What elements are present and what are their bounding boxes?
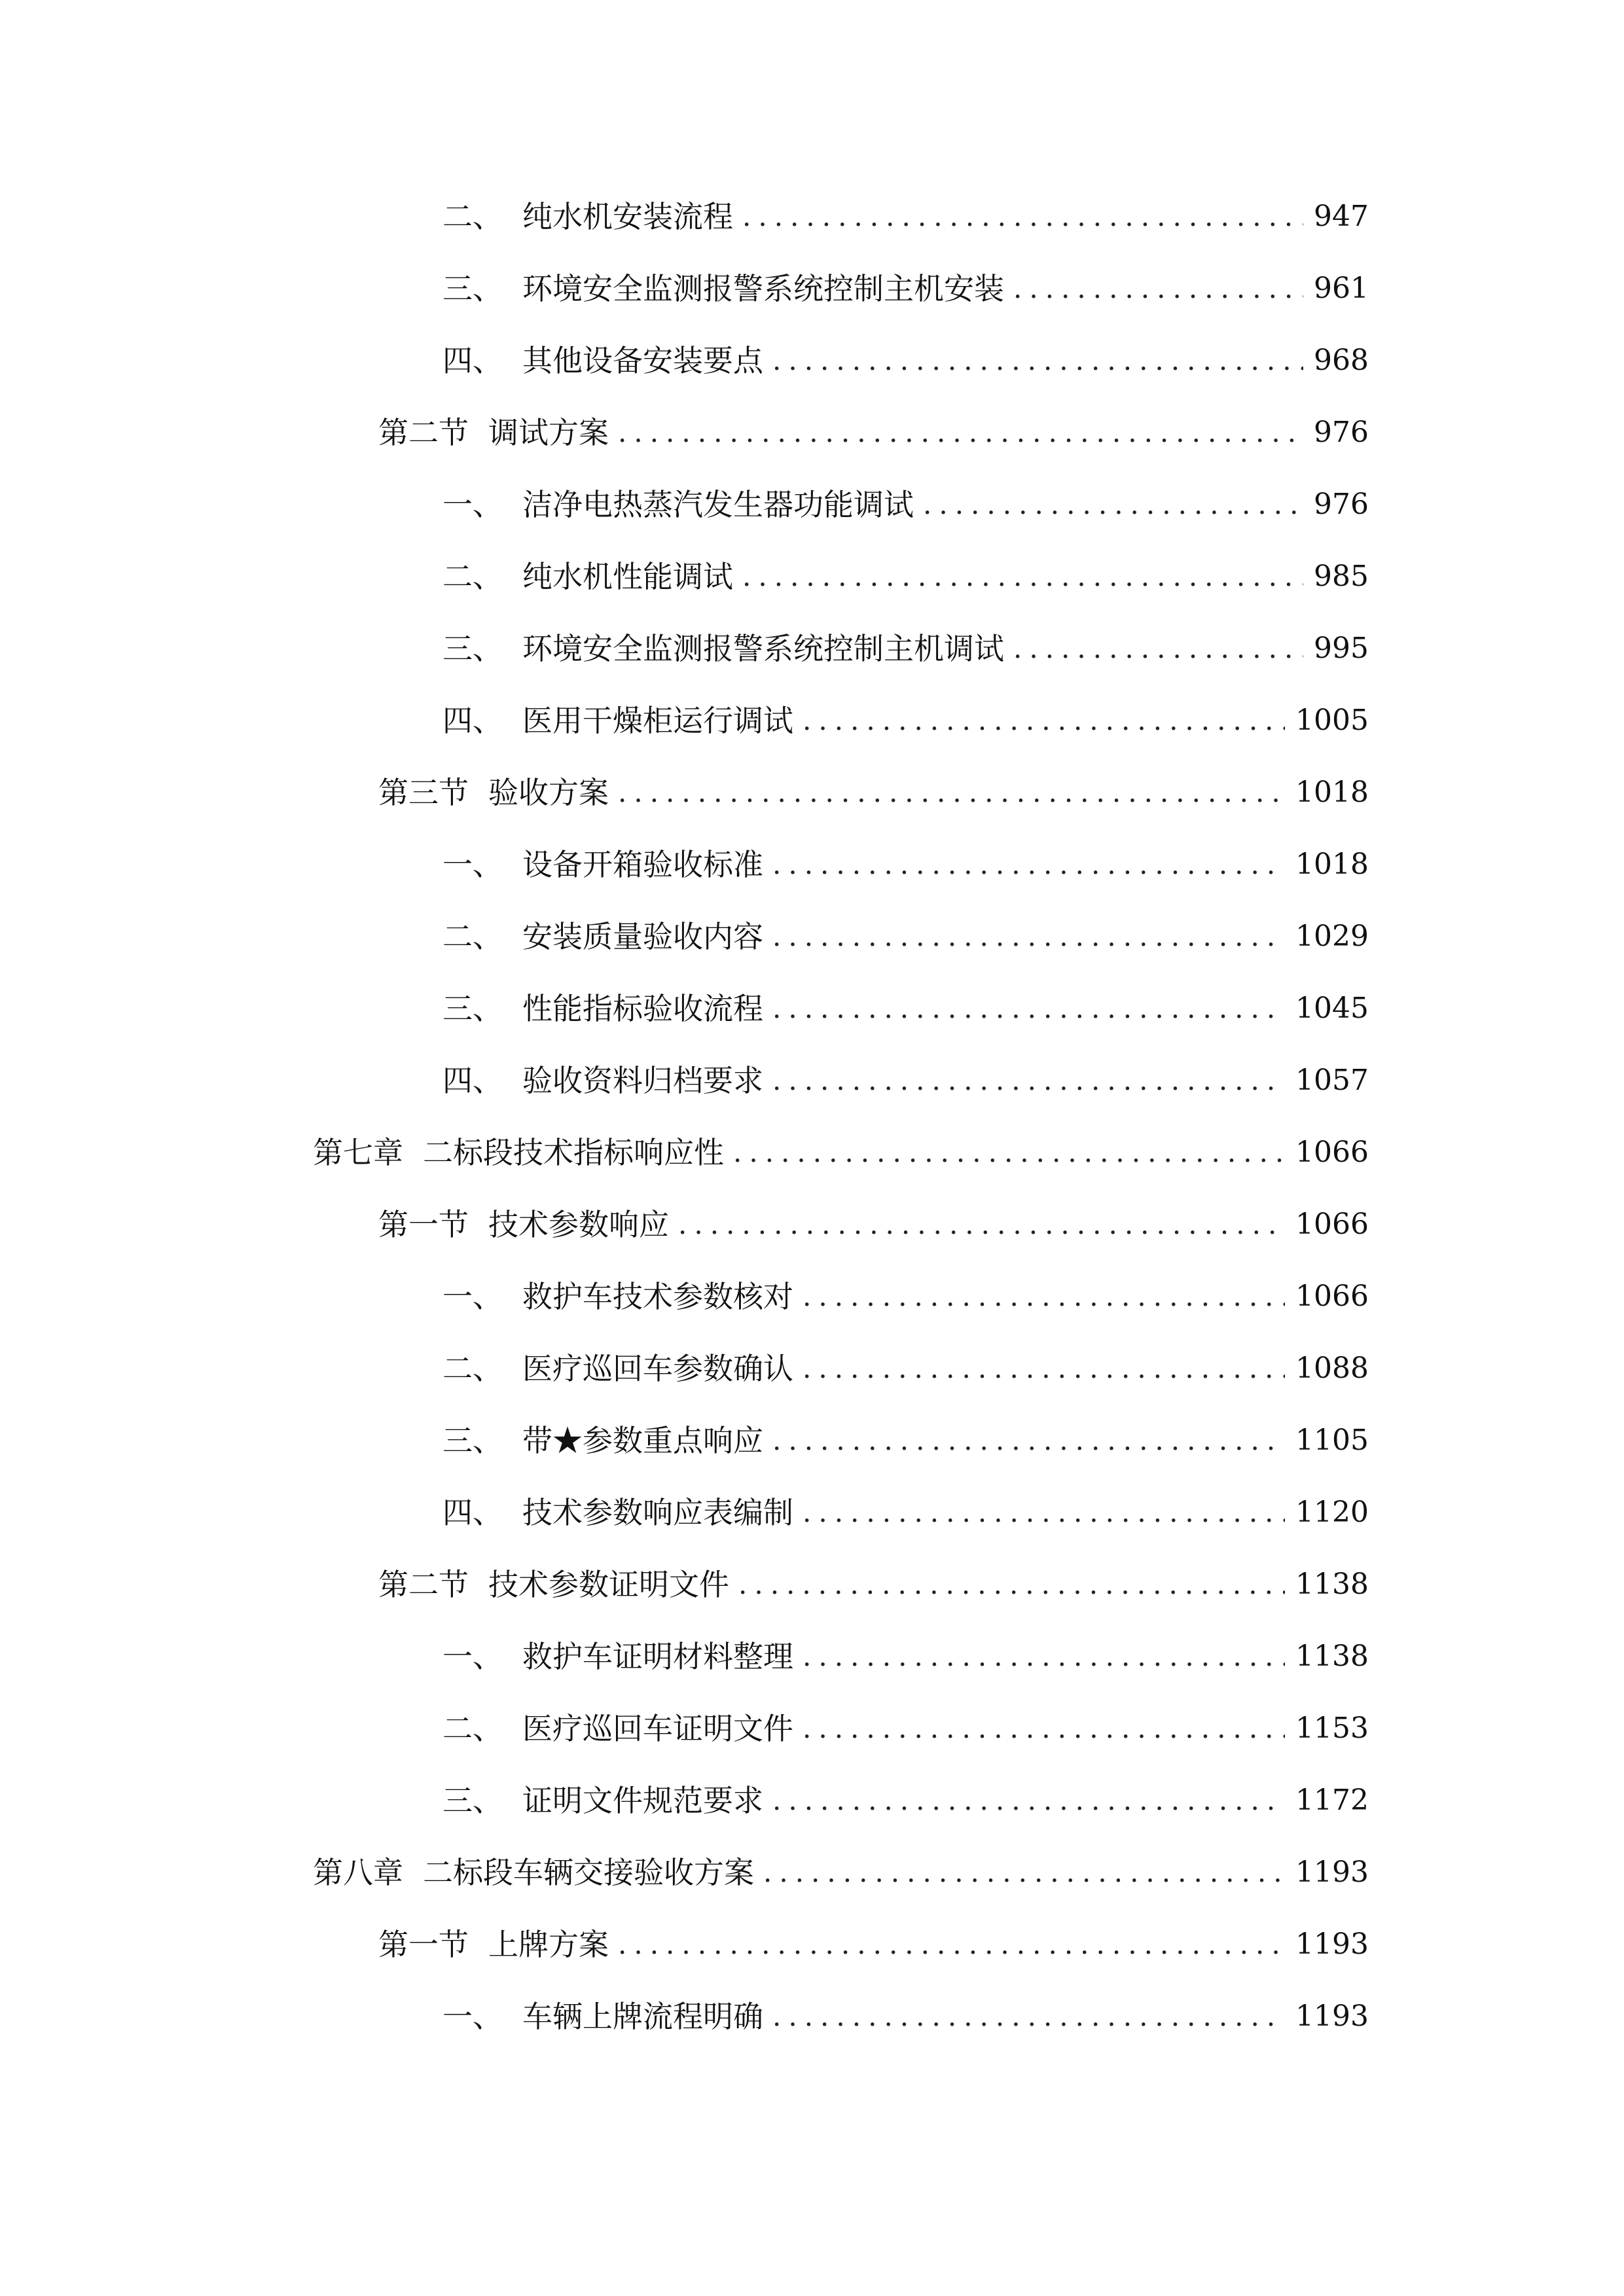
toc-entry-title: 验收资料归档要求 — [522, 1063, 763, 1098]
toc-dot-leader — [1013, 635, 1303, 662]
toc-page-number: 1193 — [1295, 1856, 1369, 1889]
toc-page-number: 1018 — [1295, 848, 1369, 881]
toc-page-number: 1057 — [1295, 1064, 1369, 1097]
toc-dot-leader — [803, 1643, 1285, 1670]
toc-dot-leader — [618, 779, 1285, 806]
toc-entry-number: 一、 — [442, 487, 503, 522]
toc-entry-ambulance-params[interactable] — [442, 1270, 1369, 1323]
toc-entry-number: 四、 — [442, 343, 503, 378]
toc-entry-title: 带★参数重点响应 — [522, 1423, 763, 1458]
toc-entry-number: 二、 — [442, 1711, 503, 1746]
toc-entry-title: 技术参数响应表编制 — [522, 1495, 793, 1530]
toc-entry-tech-param-response[interactable] — [378, 1198, 1369, 1251]
toc-page-number: 1029 — [1295, 920, 1369, 953]
toc-page-number: 1066 — [1295, 1208, 1369, 1241]
toc-page-number: 947 — [1314, 200, 1369, 233]
toc-entry-title: 调试方案 — [488, 415, 609, 450]
toc-entry-steam-generator-debug[interactable] — [442, 478, 1369, 531]
toc-entry-title: 性能指标验收流程 — [522, 991, 763, 1026]
toc-dot-leader — [923, 491, 1303, 518]
toc-entry-pure-water-install[interactable] — [442, 190, 1369, 243]
toc-entry-title: 上牌方案 — [488, 1927, 609, 1962]
toc-dot-leader — [803, 707, 1285, 734]
toc-page-number: 1066 — [1295, 1136, 1369, 1169]
toc-entry-archive-requirements[interactable] — [442, 1054, 1369, 1107]
toc-entry-unboxing-standard[interactable] — [442, 838, 1369, 891]
toc-dot-leader — [772, 851, 1285, 878]
toc-dot-leader — [742, 563, 1303, 590]
toc-entry-debug-plan[interactable] — [378, 406, 1369, 459]
toc-entry-acceptance-plan[interactable] — [378, 766, 1369, 819]
toc-dot-leader — [803, 1355, 1285, 1382]
toc-page-number: 976 — [1314, 416, 1369, 449]
toc-entry-response-table[interactable] — [442, 1486, 1369, 1539]
toc-entry-mobile-clinic-proof[interactable] — [442, 1702, 1369, 1755]
toc-entry-number: 二、 — [442, 919, 503, 954]
toc-page-number: 1138 — [1295, 1640, 1369, 1673]
toc-entry-number: 二、 — [442, 1351, 503, 1386]
toc-dot-leader — [772, 1067, 1285, 1094]
toc-entry-title: 环境安全监测报警系统控制主机安装 — [522, 271, 1004, 306]
toc-entry-title: 车辆上牌流程明确 — [522, 1999, 763, 2034]
toc-dot-leader — [1013, 275, 1303, 302]
toc-entry-title: 医用干燥柜运行调试 — [522, 703, 793, 738]
toc-dot-leader — [763, 1859, 1285, 1886]
toc-entry-number: 第三节 — [378, 775, 469, 810]
toc-entry-number: 二、 — [442, 559, 503, 594]
toc-entry-number: 三、 — [442, 631, 503, 666]
toc-entry-registration-plan[interactable] — [378, 1918, 1369, 1971]
toc-page-number: 1193 — [1295, 1928, 1369, 1961]
toc-dot-leader — [678, 1211, 1285, 1238]
toc-dot-leader — [803, 1715, 1285, 1742]
toc-entry-number: 三、 — [442, 1423, 503, 1458]
toc-dot-leader — [803, 1283, 1285, 1310]
toc-dot-leader — [772, 995, 1285, 1022]
toc-page-number: 1018 — [1295, 776, 1369, 809]
toc-entry-registration-process[interactable] — [442, 1990, 1369, 2043]
toc-dot-leader — [618, 1931, 1285, 1958]
toc-entry-title: 救护车证明材料整理 — [522, 1639, 793, 1674]
toc-entry-number: 第二节 — [378, 415, 469, 450]
toc-dot-leader — [772, 923, 1285, 950]
toc-dot-leader — [772, 2003, 1285, 2030]
toc-entry-number: 第二节 — [378, 1567, 469, 1602]
toc-dot-leader — [772, 1427, 1285, 1454]
toc-entry-title: 洁净电热蒸汽发生器功能调试 — [522, 487, 914, 522]
toc-page-number: 1153 — [1295, 1712, 1369, 1745]
toc-page-number: 995 — [1314, 632, 1369, 665]
toc-entry-title: 救护车技术参数核对 — [522, 1279, 793, 1314]
toc-page-number: 985 — [1314, 560, 1369, 593]
toc-entry-number: 三、 — [442, 1783, 503, 1818]
toc-entry-env-monitor-debug[interactable] — [442, 622, 1369, 675]
toc-page-number: 1138 — [1295, 1568, 1369, 1601]
toc-page-number: 1172 — [1295, 1784, 1369, 1817]
toc-entry-other-equipment[interactable] — [442, 334, 1369, 387]
toc-dot-leader — [772, 347, 1303, 374]
toc-entry-title: 证明文件规范要求 — [522, 1783, 763, 1818]
toc-dot-leader — [618, 419, 1303, 446]
toc-entry-number: 第一节 — [378, 1207, 469, 1242]
toc-entry-title: 其他设备安装要点 — [522, 343, 763, 378]
toc-entry-number: 一、 — [442, 847, 503, 882]
toc-dot-leader — [738, 1571, 1285, 1598]
toc-entry-number: 四、 — [442, 1495, 503, 1530]
toc-dot-leader — [772, 1787, 1285, 1814]
toc-entry-title: 二标段技术指标响应性 — [423, 1135, 724, 1170]
toc-dot-leader — [803, 1499, 1285, 1526]
toc-entry-mobile-clinic-params[interactable] — [442, 1342, 1369, 1395]
toc-entry-chapter-8[interactable] — [313, 1846, 1369, 1899]
toc-entry-number: 一、 — [442, 1999, 503, 2034]
toc-entry-env-monitor-install[interactable] — [442, 262, 1369, 315]
toc-page-number: 1066 — [1295, 1280, 1369, 1313]
toc-page-number: 968 — [1314, 344, 1369, 377]
toc-entry-number: 一、 — [442, 1639, 503, 1674]
toc-entry-number: 四、 — [442, 1063, 503, 1098]
toc-page-number: 961 — [1314, 272, 1369, 305]
toc-page-number: 1005 — [1295, 704, 1369, 737]
toc-entry-number: 第八章 — [313, 1855, 403, 1890]
toc-entry-proof-documents[interactable] — [378, 1558, 1369, 1611]
toc-entry-pure-water-debug[interactable] — [442, 550, 1369, 603]
toc-entry-number: 三、 — [442, 991, 503, 1026]
toc-entry-chapter-7[interactable] — [313, 1126, 1369, 1179]
toc-entry-title: 安装质量验收内容 — [522, 919, 763, 954]
toc-entry-number: 二、 — [442, 199, 503, 234]
toc-entry-install-quality[interactable] — [442, 910, 1369, 963]
toc-page-number: 1193 — [1295, 2000, 1369, 2033]
toc-entry-title: 纯水机性能调试 — [522, 559, 733, 594]
toc-entry-title: 环境安全监测报警系统控制主机调试 — [522, 631, 1004, 666]
toc-dot-leader — [742, 203, 1303, 230]
toc-entry-proof-standards[interactable] — [442, 1774, 1369, 1827]
toc-entry-number: 三、 — [442, 271, 503, 306]
toc-entry-number: 第一节 — [378, 1927, 469, 1962]
toc-entry-title: 医疗巡回车证明文件 — [522, 1711, 793, 1746]
toc-entry-dryer-debug[interactable] — [442, 694, 1369, 747]
toc-entry-number: 四、 — [442, 703, 503, 738]
toc-entry-performance-acceptance[interactable] — [442, 982, 1369, 1035]
toc-dot-leader — [733, 1139, 1285, 1166]
toc-entry-title: 设备开箱验收标准 — [522, 847, 763, 882]
toc-entry-number: 一、 — [442, 1279, 503, 1314]
toc-entry-title: 技术参数证明文件 — [488, 1567, 729, 1602]
toc-entry-ambulance-proof[interactable] — [442, 1630, 1369, 1683]
toc-entry-title: 验收方案 — [488, 775, 609, 810]
toc-entry-title: 纯水机安装流程 — [522, 199, 733, 234]
toc-entry-starred-params[interactable] — [442, 1414, 1369, 1467]
toc-page-number: 1120 — [1295, 1496, 1369, 1529]
toc-entry-title: 二标段车辆交接验收方案 — [423, 1855, 754, 1890]
toc-entry-title: 技术参数响应 — [488, 1207, 669, 1242]
toc-page-number: 1045 — [1295, 992, 1369, 1025]
toc-entry-title: 医疗巡回车参数确认 — [522, 1351, 793, 1386]
toc-page-number: 1088 — [1295, 1352, 1369, 1385]
toc-page-number: 976 — [1314, 488, 1369, 521]
toc-page-number: 1105 — [1295, 1424, 1369, 1457]
toc-entry-number: 第七章 — [313, 1135, 403, 1170]
